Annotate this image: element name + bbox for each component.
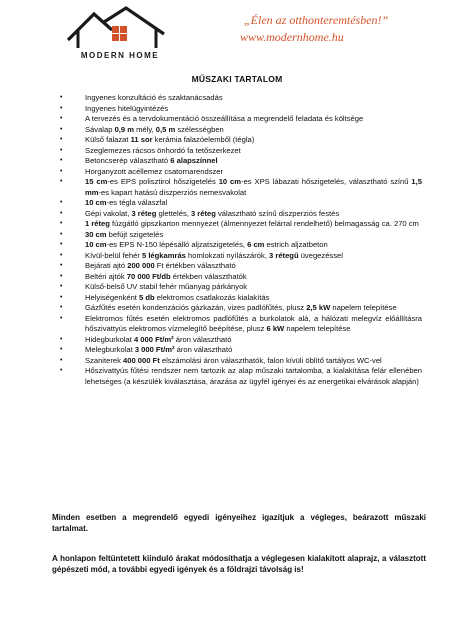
item-text: napelem telepítése bbox=[284, 324, 351, 333]
emphasis-text: 0,5 m bbox=[155, 124, 176, 134]
item-text: választható színű diszperziós festés bbox=[215, 208, 340, 218]
emphasis-text: 15 cm bbox=[85, 177, 108, 186]
item-text: Hidegburkolat bbox=[85, 334, 134, 344]
spec-list bbox=[60, 93, 422, 387]
bullet-icon: • bbox=[60, 230, 63, 238]
item-text: szélességben bbox=[175, 124, 224, 134]
bullet-icon: • bbox=[60, 178, 63, 185]
item-text: üvegezéssel bbox=[298, 250, 343, 260]
list-item bbox=[60, 272, 422, 283]
list-item bbox=[60, 345, 422, 356]
item-text: Bejárati ajtó bbox=[85, 261, 128, 270]
bullet-icon: • bbox=[60, 272, 63, 280]
emphasis-text: 30 cm bbox=[85, 229, 107, 239]
item-text: Gépi vakolat, bbox=[85, 208, 132, 218]
item-text: mély, bbox=[133, 124, 156, 134]
item-text: A tervezés és a tervdokumentáció összeállítása a megrendelő feladata és költsége bbox=[85, 114, 364, 123]
item-text: napelem telepítése bbox=[330, 303, 397, 312]
bullet-icon: • bbox=[60, 367, 63, 374]
emphasis-text: 200 000 bbox=[127, 261, 155, 270]
website-link[interactable]: www.modernhome.hu bbox=[240, 30, 344, 44]
list-item bbox=[60, 167, 422, 178]
item-text: homlokzati nyílászárók, bbox=[185, 250, 270, 260]
modern-home-logo bbox=[50, 4, 190, 62]
emphasis-text: 10 cm bbox=[218, 177, 242, 186]
list-item bbox=[60, 156, 422, 167]
item-text: Hőszivattyús fűtési rendszer nem tartozik az alap műszaki tartalomba, a kialakítása felár ellenében lehetséges (a készülék kiválasztása, árazása az ügyfél igényei és az energetikai elvárások alapján) bbox=[85, 366, 422, 386]
bullet-icon: • bbox=[60, 346, 63, 353]
list-item bbox=[60, 366, 422, 387]
bullet-icon: • bbox=[60, 293, 63, 301]
item-text: Szaniterek bbox=[85, 355, 123, 365]
note-final-content: Minden esetben a megrendelő egyedi igényeihez igazítjuk a végleges, beárazott műszaki tartalmat. bbox=[52, 513, 426, 533]
bullet-icon: • bbox=[60, 241, 63, 248]
emphasis-text: 1 réteg bbox=[85, 219, 110, 228]
emphasis-text: 3 000 Ft/m² bbox=[134, 345, 175, 354]
emphasis-text: 3 rétegű bbox=[269, 250, 299, 260]
item-text: Melegburkolat bbox=[85, 345, 135, 354]
item-text: Betoncserép választható bbox=[85, 156, 171, 165]
list-item bbox=[60, 356, 422, 367]
emphasis-text: 2,5 kW bbox=[306, 303, 331, 312]
item-text: kerámia falazóelemből (tégla) bbox=[152, 135, 255, 144]
emphasis-text: 400 000 Ft bbox=[123, 355, 160, 365]
item-text: elszámolási áron választhatók, falon kívüli öblítő tartályos WC-vel bbox=[159, 355, 382, 365]
item-text: Kívül-belül fehér bbox=[85, 250, 142, 260]
list-item bbox=[60, 209, 422, 220]
emphasis-text: 6 cm bbox=[247, 240, 265, 249]
slogan: „Élen az otthonteremtésben!” bbox=[244, 13, 389, 27]
bullet-icon: • bbox=[60, 314, 63, 322]
bullet-icon: • bbox=[60, 262, 63, 269]
bullet-icon: • bbox=[60, 304, 63, 311]
list-item bbox=[60, 146, 422, 157]
emphasis-text: 1,5 mm bbox=[85, 177, 422, 197]
bullet-icon: • bbox=[60, 356, 63, 364]
emphasis-text: 10 cm bbox=[85, 198, 107, 207]
list-item bbox=[60, 135, 422, 146]
item-text: -es tégla válaszfal bbox=[106, 198, 168, 207]
list-item bbox=[60, 240, 422, 251]
item-text: estrich aljzatbeton bbox=[264, 240, 328, 249]
bullet-icon: • bbox=[60, 220, 63, 227]
emphasis-text: 3 réteg bbox=[131, 208, 157, 218]
item-text: fúzgátló gipszkarton mennyezet (álmennyezet felárral rendelhető) belmagasság ca. 270 cm bbox=[109, 219, 419, 228]
bullet-icon: • bbox=[60, 283, 63, 290]
list-item bbox=[60, 93, 422, 104]
emphasis-text: 10 cm bbox=[85, 240, 107, 249]
list-item bbox=[60, 198, 422, 209]
bullet-icon: • bbox=[60, 115, 63, 122]
list-item bbox=[60, 230, 422, 241]
emphasis-text: 3 réteg bbox=[190, 208, 216, 218]
list-item bbox=[60, 282, 422, 293]
list-item bbox=[60, 314, 422, 335]
emphasis-text: 70 000 Ft/db bbox=[126, 271, 171, 281]
emphasis-text: 5 légkamrás bbox=[141, 250, 186, 260]
emphasis-text: 5 db bbox=[139, 292, 155, 302]
item-text: áron választható bbox=[173, 334, 232, 344]
item-text: Ingyenes konzultáció és szaktanácsadás bbox=[85, 93, 223, 102]
item-text: elektromos csatlakozás kialakítás bbox=[154, 292, 270, 302]
house-roof-icon bbox=[64, 4, 176, 50]
emphasis-text: 4 000 Ft/m² bbox=[133, 334, 174, 344]
item-text: Ft értékben választható bbox=[154, 261, 236, 270]
bullet-icon: • bbox=[60, 199, 63, 206]
item-text: -es kapart hatású diszperziós nemesvakolat bbox=[98, 187, 247, 197]
document-title: MŰSZAKI TARTALOM bbox=[191, 74, 283, 84]
bullet-icon: • bbox=[60, 335, 63, 343]
bullet-icon: • bbox=[60, 209, 63, 217]
item-text: -es EPS polisztirol hőszigetelés bbox=[107, 177, 219, 186]
list-item bbox=[60, 303, 422, 314]
bullet-icon: • bbox=[60, 146, 63, 154]
item-text: glettelés, bbox=[156, 208, 191, 218]
item-text: Ingyenes hitelügyintézés bbox=[85, 103, 169, 113]
bullet-icon: • bbox=[60, 167, 63, 175]
list-item bbox=[60, 261, 422, 272]
item-text: -es XPS lábazati hőszigetelés, választható színű bbox=[241, 177, 412, 186]
list-item bbox=[60, 251, 422, 262]
item-text: -es EPS N-150 lépésálló aljzatszigetelés, bbox=[106, 240, 248, 249]
bullet-icon: • bbox=[60, 125, 63, 133]
bullet-icon: • bbox=[60, 251, 63, 259]
item-text: Külső-belső UV stabil fehér műanyag párkányok bbox=[85, 282, 248, 291]
item-text: Gázfűtés esetén kondenzációs gázkazán, vizes padlófűtés, plusz bbox=[85, 303, 307, 312]
emphasis-text: 6 alapszínnel bbox=[170, 156, 218, 165]
item-text: Beltéri ajtók bbox=[85, 271, 127, 281]
emphasis-text: 11 sor bbox=[130, 135, 153, 144]
item-text: Sávalap bbox=[85, 124, 115, 134]
list-item bbox=[60, 125, 422, 136]
item-text: áron választható bbox=[174, 345, 233, 354]
emphasis-text: 6 kW bbox=[266, 324, 285, 333]
item-text: Elektromos fűtés esetén elektromos padlófűtés a burkolatok alá, a hálózati melegvíz előállításra hőszivattyús elektromos vízmelegítő beépítése, plusz bbox=[85, 313, 422, 333]
logo-text: MODERN HOME bbox=[80, 51, 160, 60]
list-item bbox=[60, 114, 422, 125]
list-item bbox=[60, 293, 422, 304]
list-item bbox=[60, 219, 422, 230]
bullet-icon: • bbox=[60, 157, 63, 164]
bullet-icon: • bbox=[60, 136, 63, 143]
item-text: Külső falazat bbox=[85, 135, 131, 144]
item-text: befújt szigetelés bbox=[106, 229, 164, 239]
item-text: Horganyzott acéllemez csatornarendszer bbox=[85, 166, 224, 176]
list-item bbox=[60, 104, 422, 115]
bullet-icon: • bbox=[60, 104, 63, 112]
item-text: Helyiségenként bbox=[85, 292, 140, 302]
item-text: értékben választhatók bbox=[170, 271, 247, 281]
bullet-icon: • bbox=[60, 94, 63, 101]
note-price-change: A honlapon feltüntetett kiinduló árakat módosíthatja a véglegesen kialakított alaprajz, a választott gépészeti mód, a további egyedi igények és a földrajzi távolság is! bbox=[52, 554, 426, 574]
item-text: Szeglemezes rácsos önhordó fa tetőszerkezet bbox=[85, 145, 241, 155]
list-item bbox=[60, 177, 422, 198]
emphasis-text: 0,9 m bbox=[114, 124, 134, 134]
list-item bbox=[60, 335, 422, 346]
